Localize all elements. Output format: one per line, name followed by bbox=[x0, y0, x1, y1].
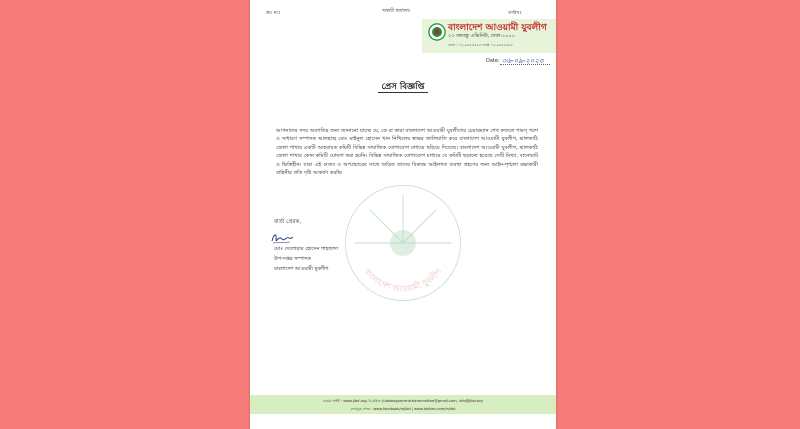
date-header-label: তারিখঃ bbox=[508, 11, 522, 16]
press-release-page bbox=[250, 0, 556, 429]
footer-social-line: ফেসবুক পেজ : www.facebook/mjlbd | www.twitter.com/mjlbd bbox=[350, 407, 456, 411]
signer-organization: বাংলাদেশ আওয়ামী যুবলীগ bbox=[274, 266, 329, 272]
salutation: বার্তা প্রেরক, bbox=[274, 219, 302, 225]
date-value: ০৬-০৯-২০২৩ bbox=[502, 57, 544, 65]
organization-phone: ফোন : ০২-৯৫৫৫৫৫৫ ফ্যাক্স ০২-৯৫৫৫৫৫৫ bbox=[448, 43, 513, 47]
organization-name: বাংলাদেশ আওয়ামী যুবলীগ bbox=[448, 23, 547, 33]
watermark-seal-icon bbox=[338, 178, 468, 308]
date-underline bbox=[500, 64, 550, 65]
signer-name: মোঃ দেলোয়ার হোসেন শাহজাদা bbox=[274, 246, 339, 252]
footer-contact-line: ওয়েব সাইট : www.jlbd.org, ই-মেইল: jubaleaguecentralcommittee@gmail.com, info@jlbd.org bbox=[323, 399, 483, 403]
date-label: Date: bbox=[486, 58, 500, 64]
svg-text:বাংলাদেশ আওয়ামী যুবলীগ: বাংলাদেশ আওয়ামী যুবলীগ bbox=[362, 266, 444, 294]
office-label: অস্থায়ী কার্যালয় bbox=[382, 9, 410, 14]
signer-title: উপ-দপ্তর সম্পাদক bbox=[274, 256, 311, 262]
document-title: প্রেস বিজ্ঞপ্তি bbox=[381, 82, 425, 92]
juboleague-logo-icon bbox=[428, 23, 446, 41]
organization-address: ২৩ বঙ্গবন্ধু এভিনিউ, ঢাকা-১০০০ bbox=[448, 33, 515, 39]
title-underline bbox=[378, 92, 428, 93]
reference-number-label: ক্রঃ নংঃ bbox=[266, 11, 281, 16]
press-release-body: আপনাদের সদয় অবগতির জন্য জানানো যাচ্ছে যে, কে বা কারা বাংলাদেশ আওয়ামী যুবলীগের চেয়ারম্যান শেখ ফজলে শামস্ পরশ ও সাধারণ সম্পাদক আলহাজ্ব মোঃ মাইনুল হোসেন খান নিখিলের স্বাক্ষর জালিয়াতি করে বাংলাদেশ আওয়ামী যুবলীগ, ঝালকাঠি জেলা শাখার একটি আহবায়ক কমিটি বিভিন্ন সামাজিক যোগাযোগ মাধ্যমে ছড়িয়ে দিয়েছে। বাংলাদেশ আওয়ামী যুবলীগ, ঝালকাঠি জেলা শাখার কোন কমিটি ঘোষণা করা হয়নি। বিভিন্ন সামাজিক যোগাযোগ মাধ্যমে যে কমিটি ছড়ানো হয়েছে সেটি মিথ্যা, বানোয়াট ও ভিত্তিহীন। যারা এই গুজব ও অপপ্রচারের সাথে জড়িত তাদের বিরুদ্ধে আইনগত ব্যবস্থা গ্রহণের জন্য আইন-শৃঙ্খলা রক্ষাকারী বাহিনীর প্রতি দৃষ্টি আকর্ষণ করছি। bbox=[276, 128, 538, 177]
signature-icon bbox=[270, 231, 294, 245]
